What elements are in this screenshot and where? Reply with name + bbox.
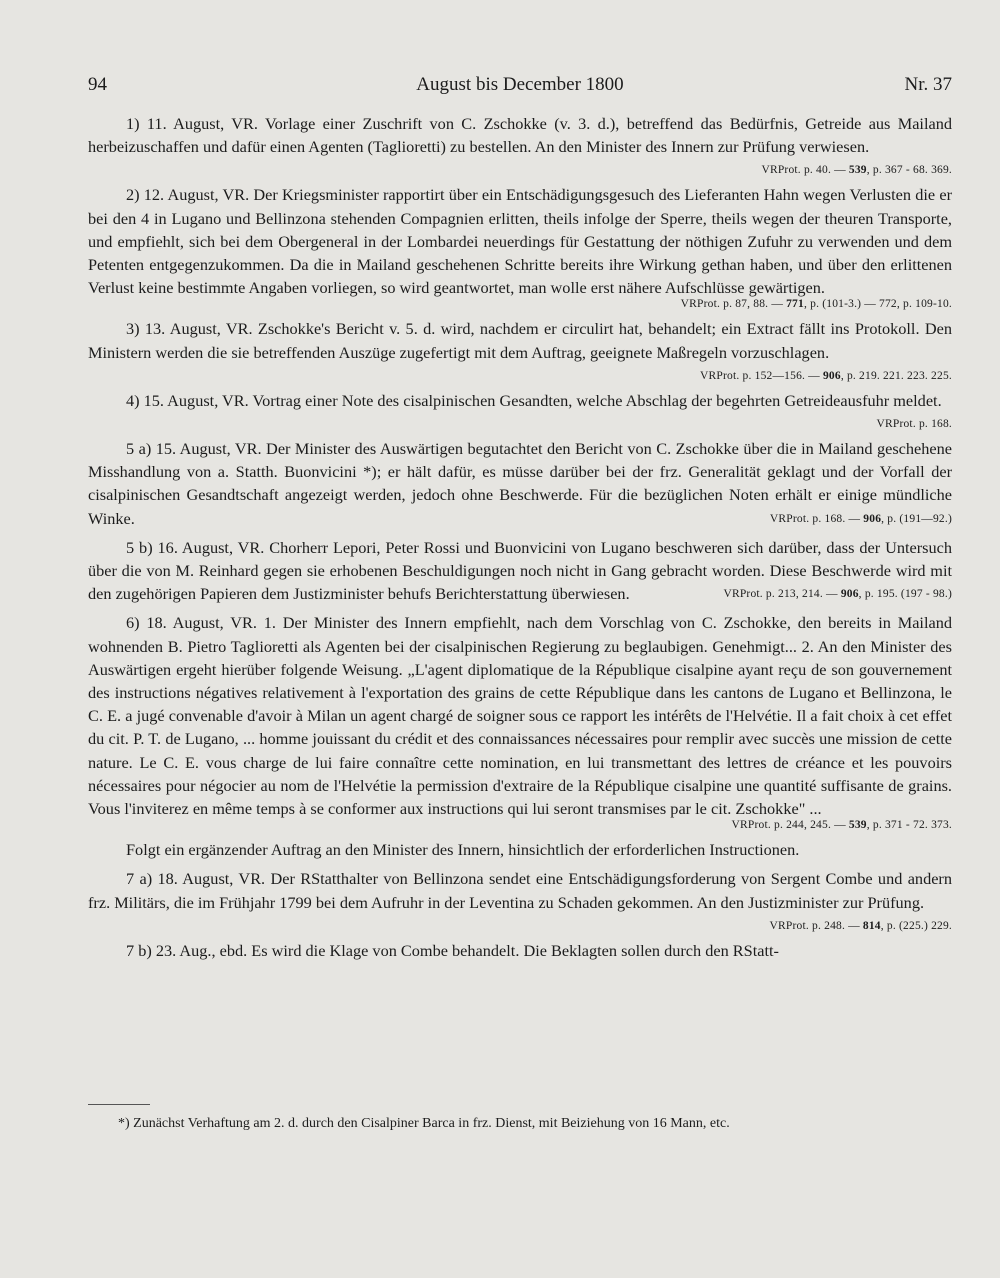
entry-text: 5 b) 16. August, VR. Chorherr Lepori, Peter Rossi und Buonvicini von Lugano beschweren sich darüber, dass der Untersuch über die von M. Reinhard gegen sie erhobenen Beschuldigungen noch nicht in Gang gebracht worden. Diese Beschwerde wird mit den zugehörigen Papieren dem Justizminister behufs Berichterstattung überwiesen. <box>88 537 952 604</box>
footnote: *) Zunächst Verhaftung am 2. d. durch den Cisalpiner Barca in frz. Dienst, mit Beiziehung von 16 Mann, etc. <box>118 1116 730 1131</box>
entry-text: 6) 18. August, VR. 1. Der Minister des Innern empfiehlt, nach dem Vorschlag von C. Zschokke, den bereits in Mailand wohnenden B. Pietro Taglioretti als Agenten bei der cisalpinischen Regierung zu beglaubigen. Genehmigt... 2. An den Minister des Auswärtigen ergeht hierüber folgende Weisung. „L'agent diplomatique de la République cisalpine ayant reçu de son gouvernement des instructions négatives relativement à l'exportation des grains de cette République dans les cantons de Lugano et Bellinzona, le C. E. a jugé convenable d'avoir à Milan un agent chargé de soigner sous ce rapport les intérêts de l'Helvétie. Il a fait choix à cet effet du cit. P. T. de Lugano, ... homme jouissant du crédit et des connaissances nécessaires pour remplir avec succès une mission de cette nature. Le C. E. vous charge de lui faire connaître cette nomination, en lui transmettant des lettres de créance et les pouvoirs nécessaires pour négocier au nom de l'Helvétie la permission d'extraire de la République cisalpine une quantité suffisante de grains. Vous l'inviterez en même temps à se conformer aux instructions qui lui seront transmises par le cit. Zschokke" ... <box>88 613 952 819</box>
footnote-rule <box>88 1104 150 1105</box>
entry-6 <box>88 611 952 832</box>
entry-text: Folgt ein ergänzender Auftrag an den Minister des Innern, hinsichtlich der erforderlichen Instructionen. <box>126 840 800 860</box>
entry-text: 2) 12. August, VR. Der Kriegsminister rapportirt über ein Entschädigungsgesuch des Lieferanten Hahn wegen Verlusten die er bei den 4 in Lugano und Bellinzona stehenden Compagnien erlitten, theils infolge der Sperre, theils wegen der theuren Transporte, und empfiehlt, sich bei dem Obergeneral in der Lombardei neuerdings für Gestattung der nöthigen Zufuhr zu verwenden und dem Petenten entgegenzukommen. Da die in Mailand geschehenen Schritte bereits ihre Wirkung gethan haben, und über den erlittenen Verlust keine bestimmte Angaben vorliegen, so wird geantwortet, man wolle erst nähere Aufschlüsse gewärtigen. <box>88 185 952 298</box>
reference: VRProt. p. 87, 88. — 771, p. (101-3.) — 772, p. 109-10. <box>680 298 952 311</box>
entry-text: 5 a) 15. August, VR. Der Minister des Auswärtigen begutachtet den Bericht von C. Zschokke über die in Mailand geschehene Misshandlung von a. Statth. Buonvicini *); er hält dafür, es müsse darüber bei der frz. Generalität geklagt und der Vorfall der cisalpinischen Gesandtschaft angezeigt werden, jedoch ohne Beschwerde. Für die bezüglichen Noten erhält er einige mündliche Winke. <box>88 439 952 528</box>
entry-2 <box>88 183 952 311</box>
reference: VRProt. p. 213, 214. — 906, p. 195. (197 - 98.) <box>723 588 952 601</box>
entry-7a <box>88 867 952 932</box>
entry-6-supplement <box>88 838 952 861</box>
entry-text: 7 a) 18. August, VR. Der RStatthalter von Bellinzona sendet eine Entschädigungsforderung von Sergent Combe und andern frz. Militärs, die im Frühjahr 1799 bei dem Aufruhr in der Leventina zu Schaden gekommen. An den Justizminister zur Prüfung. <box>88 869 952 912</box>
chapter-number: Nr. 37 <box>904 74 952 95</box>
entry-4 <box>88 389 952 431</box>
entry-1 <box>88 112 952 177</box>
entry-text: 7 b) 23. Aug., ebd. Es wird die Klage von Combe behandelt. Die Beklagten sollen durch den RStatt- <box>126 940 779 960</box>
document-body <box>88 112 952 968</box>
reference: VRProt. p. 248. — 814, p. (225.) 229. <box>769 919 952 932</box>
reference: VRProt. p. 152—156. — 906, p. 219. 221. 223. 225. <box>700 369 952 382</box>
entry-text: 1) 11. August, VR. Vorlage einer Zuschrift von C. Zschokke (v. 3. d.), betreffend das Bedürfnis, Getreide aus Mailand herbeizuschaffen und dafür einen Agenten (Taglioretti) zu bestellen. An den Minister des Innern zur Prüfung verwiesen. <box>88 114 952 157</box>
entry-5a <box>88 437 952 530</box>
entry-text: 4) 15. August, VR. Vortrag einer Note des cisalpinischen Gesandten, welche Abschlag der begehrten Getreideausfuhr meldet. <box>126 390 942 410</box>
reference: VRProt. p. 40. — 539, p. 367 - 68. 369. <box>761 164 952 177</box>
entry-3 <box>88 317 952 382</box>
entry-7b <box>88 939 952 962</box>
running-title: August bis December 1800 <box>416 74 624 95</box>
entry-5b <box>88 536 952 606</box>
page-header <box>88 74 952 104</box>
entry-text: 3) 13. August, VR. Zschokke's Bericht v. 5. d. wird, nachdem er circulirt hat, behandelt; ein Extract fällt ins Protokoll. Den Ministern werden die sie betreffenden Auszüge zugefertigt mit dem Auftrag, geeignete Maßregeln vorzuschlagen. <box>88 319 952 362</box>
page-number: 94 <box>88 74 107 95</box>
reference: VRProt. p. 168. <box>876 418 952 431</box>
reference: VRProt. p. 244, 245. — 539, p. 371 - 72. 373. <box>731 819 952 832</box>
reference: VRProt. p. 168. — 906, p. (191—92.) <box>769 512 952 525</box>
